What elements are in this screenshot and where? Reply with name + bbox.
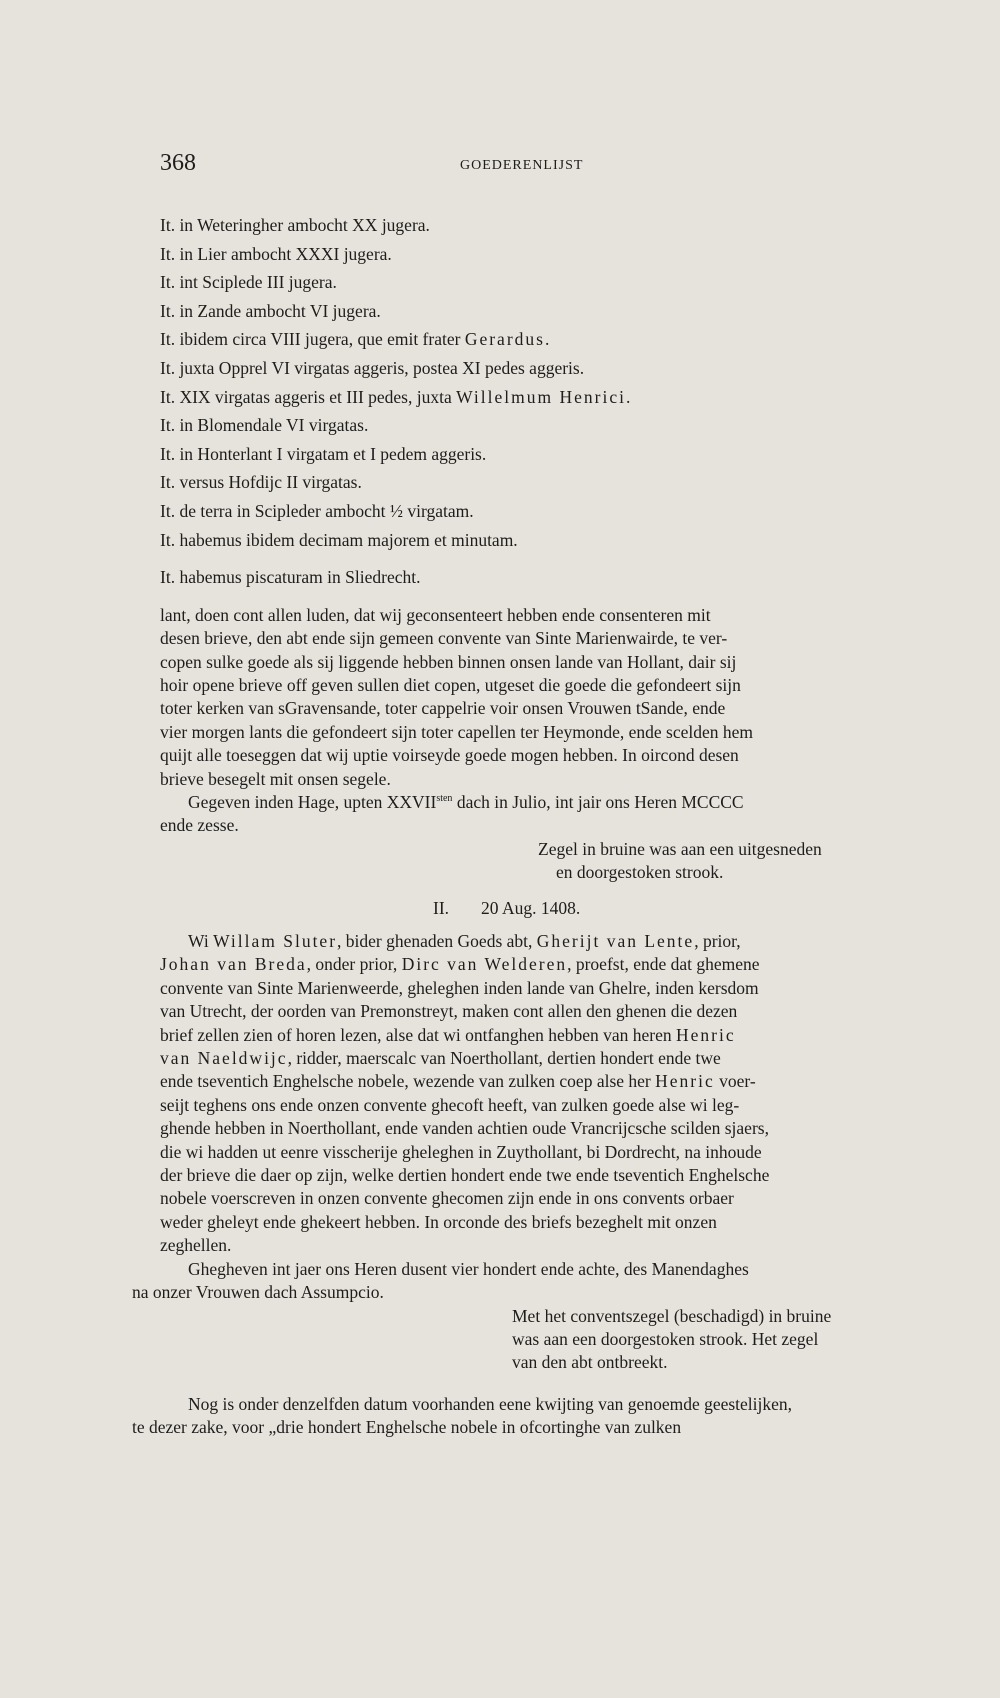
text-line <box>160 1211 910 1234</box>
text-line: hoir opene brieve off geven sullen diet copen, utgeset die goede die gefondeert sijn <box>160 674 741 695</box>
dating-text: dach in Julio, int jair ons Heren MCCCC <box>452 791 744 812</box>
list-item: It. in Zande ambocht VI jugera. <box>160 300 381 321</box>
text-run: die wi hadden ut eenre visscherije gheleghen in Zuytholl​ant, bi Dordrecht, na inhoude <box>160 1141 762 1162</box>
text-line: quijt alle toeseggen dat wij uptie voirseyde goede mogen hebben. In oircond desen <box>160 745 739 766</box>
list-item: It. juxta Opprel VI virgatas aggeris, postea XI pedes aggeris. <box>160 357 585 378</box>
editorial-note <box>132 1393 910 1440</box>
spaced-name: Gerardus. <box>464 329 552 350</box>
text-line <box>160 1047 910 1070</box>
charter-1-dating-end: ende zesse. <box>160 815 239 836</box>
ordinal-suffix: sten <box>436 793 453 805</box>
text-run: weder gheleyt ende ghekeert hebben. In orconde des briefs bezeghelt mit onzen <box>160 1211 717 1232</box>
text-run: der brieve die daer op zijn, welke dertien hondert ende twe ende tseventich Enghelsche <box>160 1165 770 1186</box>
dating-line: na onzer Vrouwen dach Assumpcio. <box>132 1282 384 1303</box>
text-run: , bider ghenaden Goeds abt, <box>337 931 537 951</box>
text-line <box>160 1141 910 1164</box>
charter-1-seal-note <box>538 838 910 885</box>
text-run: , ridder, maerscalc van Noertholl​ant, dertien hondert ende twe <box>287 1048 721 1069</box>
text-line <box>160 1000 910 1023</box>
spaced-name: van Naeldwijc <box>160 1048 288 1069</box>
seal-line: Zegel in bruine was aan een uitgesneden <box>538 838 822 859</box>
spaced-name: Willam Sluter <box>213 931 338 951</box>
text-line <box>160 977 910 1000</box>
page-header <box>160 150 910 184</box>
charter-date: 20 Aug. 1408. <box>481 897 581 918</box>
text-line <box>160 930 910 953</box>
seal-line: was aan een doorgestoken strook. Het zegel <box>512 1328 819 1349</box>
list-item-text: It. ibidem circa VIII jugera, que emit frater <box>160 329 461 350</box>
text-run: ghende hebben in Noertholl​ant, ende vanden achtien oude Vrancrijcsche scilden sjaers, <box>160 1118 769 1139</box>
text-line <box>160 1117 910 1140</box>
charter-2-text <box>160 930 910 1258</box>
charter-2-heading <box>160 897 910 920</box>
text-line <box>160 953 910 976</box>
text-run: Wi <box>188 931 214 951</box>
charter-1-dating <box>160 791 910 814</box>
text-run: seijt teghens ons ende onzen convente ghecoft heeft, van zulken goede alse wi leg- <box>160 1094 740 1115</box>
spaced-name: Dirc van Welderen <box>401 954 568 975</box>
text-line: brieve besegelt mit onsen segele. <box>160 768 391 789</box>
seal-line: Met het conventszegel (beschadigd) in bruine <box>512 1305 832 1326</box>
charter-2-dating <box>132 1258 910 1305</box>
list-item: It. in Honterlant I virgatam et I pedem aggeris. <box>160 443 487 464</box>
text-line <box>160 1070 910 1093</box>
note-line: Nog is onder denzelfden datum voorhanden eene kwijting van genoemde geestelijken, <box>188 1393 793 1414</box>
page-number: 368 <box>160 150 196 176</box>
list-item: It. habemus ibidem decimam majorem et minutam. <box>160 529 518 550</box>
list-item: It. versus Hofdijc II virgatas. <box>160 472 362 493</box>
text-line <box>160 1024 910 1047</box>
text-run: zeghellen. <box>160 1235 232 1256</box>
text-line <box>160 1094 910 1117</box>
text-line <box>160 1234 910 1257</box>
seal-line: en doorgestoken strook. <box>556 862 724 883</box>
list-item: It. de terra in Scipleder ambocht ½ virgatam. <box>160 500 474 521</box>
text-run: convente van Sinte Marienweerde, gheleghen inden lande van Ghelre, inden kersdom <box>160 977 759 998</box>
text-run: nobele voerscreven in onzen convente ghecomen zijn ende in ons convents orbaer <box>160 1188 734 1209</box>
text-line: vier morgen lants die gefondeert sijn toter capellen ter Heymonde, ende scelden hem <box>160 721 754 742</box>
spaced-name: Henric <box>655 1071 715 1092</box>
page-body <box>132 211 910 1440</box>
spaced-name: Willelmum Henrici. <box>456 386 633 407</box>
text-line <box>160 1164 910 1187</box>
text-run: , proefst, ende dat ghemene <box>567 954 760 975</box>
seal-line: van den abt ontbreekt. <box>512 1352 668 1373</box>
text-line: toter kerken van sGravensande, toter cappelrie voir onsen Vrouwen tSande, ende <box>160 698 726 719</box>
text-run: brief zellen zien of horen lezen, alse dat wi ontfanghen hebben van heren <box>160 1024 677 1045</box>
text-line: desen brieve, den abt ende sijn gemeen convente van Sinte Marienwairde, te ver- <box>160 628 728 649</box>
list-item: It. in Weteringher ambocht XX jugera. <box>160 215 430 235</box>
text-run: , prior, <box>694 931 741 951</box>
text-run: ende tseventich Enghelsche nobele, wezende van zulken coep alse her <box>160 1071 656 1092</box>
charter-number: II. <box>433 897 450 918</box>
text-run: van Utrecht, der oorden van Premonstreyt, maken cont allen den ghenen die dezen <box>160 1001 738 1022</box>
dating-line: Ghegheven int jaer ons Heren dusent vier hondert ende achte, des Manendaghes <box>188 1258 749 1279</box>
list-item: It. habemus piscaturam in Sliedrecht. <box>160 567 421 588</box>
list-item: It. in Blomendale VI virgatas. <box>160 415 369 436</box>
list-item: It. in Lier ambocht XXXI jugera. <box>160 243 392 264</box>
list-item: It. int Sciplede III jugera. <box>160 272 337 293</box>
note-line: te dezer zake, voor „drie hondert Enghelsche nobele in ofcortinghe van zulken <box>132 1417 682 1438</box>
spaced-name: Gherijt van Lente <box>536 931 695 951</box>
text-run: , onder prior, <box>306 954 402 975</box>
dating-text: Gegeven inden Hage, upten XXVII <box>188 791 437 812</box>
list-item <box>160 325 910 354</box>
text-line: copen sulke goede als sij liggende hebben binnen onsen lande van Hollant, dair sij <box>160 651 737 672</box>
goods-list <box>160 211 910 592</box>
charter-2-seal-note <box>512 1305 910 1375</box>
text-line <box>160 1187 910 1210</box>
text-line: lant, doen cont allen luden, dat wij geconsenteert hebben ende consenteren mit <box>160 604 711 625</box>
charter-1-text <box>160 604 910 791</box>
spaced-name: Henric <box>676 1024 736 1045</box>
running-title: GOEDERENLIJST <box>460 158 584 173</box>
list-item <box>160 383 910 412</box>
list-item-text: It. XIX virgatas aggeris et III pedes, juxta <box>160 386 452 407</box>
text-run: voer- <box>714 1071 756 1092</box>
spaced-name: Johan van Breda <box>160 954 307 975</box>
